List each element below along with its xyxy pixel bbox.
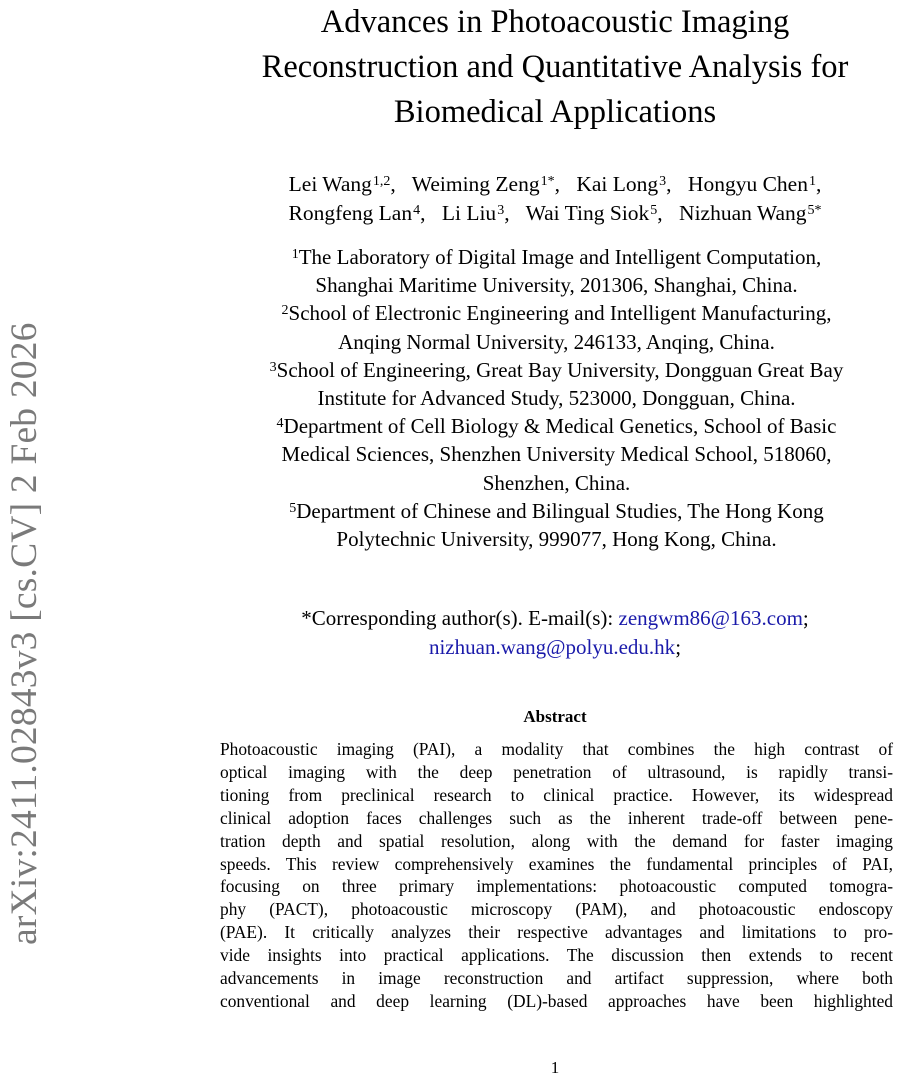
- affiliation-number: 3: [269, 359, 277, 375]
- abstract-line: (PAE). It critically analyzes their respective advantages and limitations to pro-: [220, 922, 893, 943]
- title-line: Advances in Photoacoustic Imaging: [320, 4, 790, 40]
- abstract-line: tration depth and spatial resolution, along with the demand for faster imaging: [220, 830, 893, 851]
- abstract-text: [220, 738, 893, 1013]
- author-list: [210, 170, 897, 228]
- abstract-line: speeds. This review comprehensively examines the fundamental principles of PAI,: [220, 853, 893, 874]
- title-line: Reconstruction and Quantitative Analysis for: [261, 49, 849, 85]
- author: Rongfeng Lan$^4$,: [288, 201, 426, 225]
- abstract-heading: Abstract: [523, 707, 587, 726]
- affiliation-number: 1: [291, 247, 299, 262]
- author: Li Liu$^3$,: [441, 201, 510, 225]
- abstract-line: optical imaging with the deep penetration of ultrasound, is rapidly transi-: [220, 761, 893, 782]
- arxiv-identifier: arXiv:2411.02843v3 [cs.CV] 2 Feb 2026: [4, 322, 45, 945]
- author: Wai Ting Siok$^5$,: [525, 201, 663, 225]
- author: Kai Long$^3$,: [576, 172, 672, 196]
- abstract-line: focusing on three primary implementations: photoacoustic computed tomogra-: [220, 876, 893, 897]
- abstract-line: advancements in image reconstruction and artifact suppression, where both: [220, 968, 893, 989]
- abstract-line: conventional and deep learning (DL)-based approaches have been highlighted: [220, 990, 893, 1011]
- abstract-line: Photoacoustic imaging (PAI), a modality that combines the high contrast of: [220, 739, 893, 759]
- affiliation-number: 4: [276, 416, 284, 432]
- author-line: [210, 170, 897, 199]
- author: Hongyu Chen$^1$,: [687, 172, 822, 196]
- affiliation: $^1$The Laboratory of Digital Image and Intelligent Computation, Shanghai Maritime University, 201306, Shanghai, China.: [291, 245, 822, 298]
- author: Weiming Zeng$^{1*}$,: [411, 172, 560, 196]
- email-link[interactable]: nizhuan.wang@polyu.edu.hk: [428, 634, 676, 659]
- author-line: [210, 199, 897, 228]
- corresponding-authors: *Corresponding author(s). E-mail(s): zengwm86@163.com; nizhuan.wang@polyu.edu.hk;: [301, 606, 809, 659]
- affiliation: $^5$Department of Chinese and Bilingual Studies, The Hong Kong Polytechnic University, 999077, Hong Kong, China.: [289, 498, 824, 552]
- abstract-line: tioning from preclinical research to clinical practice. However, its widespread: [220, 784, 893, 805]
- affiliation: $^2$School of Electronic Engineering and Intelligent Manufacturing, Anqing Normal University, 246133, Anqing, China.: [281, 301, 832, 354]
- abstract-line: vide insights into practical applications. The discussion then extends to recent: [220, 945, 893, 966]
- affiliation: $^3$School of Engineering, Great Bay University, Dongguan Great Bay Institute for Advanced Study, 523000, Dongguan, China.: [269, 357, 844, 411]
- affiliation-number: 2: [281, 303, 289, 319]
- abstract-line: clinical adoption faces challenges such as the inherent trade-off between pene-: [220, 807, 893, 828]
- title-line: Biomedical Applications: [393, 94, 717, 130]
- author: Lei Wang$^{1,2}$,: [288, 172, 396, 196]
- corresponding-label: *Corresponding author(s). E-mail(s):: [301, 606, 619, 630]
- page-number: 1: [550, 1058, 560, 1077]
- author: Nizhuan Wang$^{5*}$: [679, 201, 822, 225]
- affiliations: [214, 243, 897, 553]
- email-link[interactable]: zengwm86@163.com: [618, 606, 803, 630]
- affiliation: $^4$Department of Cell Biology & Medical Genetics, School of Basic Medical Sciences, Shenzhen University Medical School, 518060, Shenzhen, China.: [276, 414, 837, 495]
- affiliation-number: 5: [289, 500, 297, 516]
- abstract-line: phy (PACT), photoacoustic microscopy (PAM), and photoacoustic endoscopy: [220, 899, 893, 920]
- paper-title: [210, 0, 897, 135]
